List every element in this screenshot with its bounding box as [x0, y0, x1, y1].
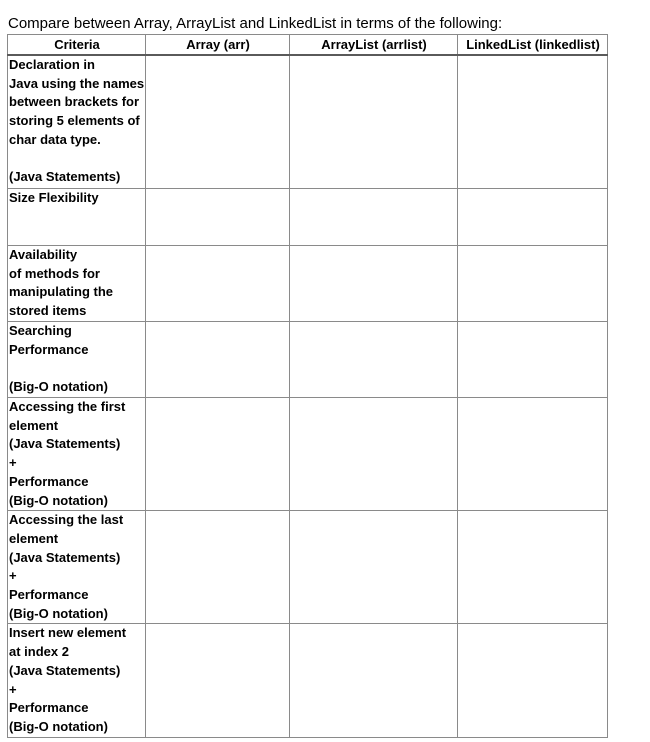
table-row [8, 246, 608, 322]
table-row [8, 398, 608, 511]
criteria-line: between brackets for [9, 94, 140, 110]
criteria-cell [8, 511, 146, 624]
array-answer-cell[interactable] [146, 398, 290, 511]
criteria-line: + [9, 568, 17, 584]
arraylist-answer-cell[interactable] [290, 398, 458, 511]
criteria-line: Availability [9, 247, 78, 262]
arraylist-answer-cell[interactable] [290, 322, 458, 398]
criteria-line [9, 150, 145, 169]
criteria-line: Performance [9, 341, 89, 357]
table-row [8, 624, 608, 737]
linkedlist-answer-cell[interactable] [458, 189, 608, 246]
criteria-line: Performance [9, 587, 89, 603]
criteria-line: Declaration in [9, 57, 95, 72]
criteria-line: at index 2 [9, 644, 69, 660]
linkedlist-answer-cell[interactable] [458, 398, 608, 511]
criteria-line: Searching [9, 323, 72, 338]
criteria-line: (Big-O notation) [9, 492, 108, 508]
arraylist-answer-cell[interactable] [290, 511, 458, 624]
criteria-line: storing 5 elements of [9, 113, 140, 129]
criteria-line: + [9, 681, 17, 697]
criteria-line: Java using the names [9, 75, 145, 91]
criteria-cell [8, 189, 146, 246]
criteria-line: (Java Statements) [9, 169, 121, 185]
table-row [8, 55, 608, 189]
linkedlist-answer-cell[interactable] [458, 511, 608, 624]
criteria-line: of methods for [9, 265, 100, 281]
criteria-line: (Java Statements) [9, 549, 121, 565]
criteria-line: (Big-O notation) [9, 379, 108, 395]
table-row [8, 189, 608, 246]
arraylist-answer-cell[interactable] [290, 624, 458, 737]
criteria-line: element [9, 530, 59, 546]
linkedlist-answer-cell[interactable] [458, 55, 608, 189]
criteria-line: stored items [9, 303, 87, 319]
criteria-line: (Big-O notation) [9, 718, 108, 734]
array-answer-cell[interactable] [146, 511, 290, 624]
header-arraylist: ArrayList (arrlist) [290, 35, 458, 56]
arraylist-answer-cell[interactable] [290, 189, 458, 246]
linkedlist-answer-cell[interactable] [458, 322, 608, 398]
criteria-line: Performance [9, 473, 89, 489]
array-answer-cell[interactable] [146, 55, 290, 189]
array-answer-cell[interactable] [146, 246, 290, 322]
table-row [8, 511, 608, 624]
criteria-cell [8, 246, 146, 322]
arraylist-answer-cell[interactable] [290, 55, 458, 189]
criteria-line: Insert new element [9, 625, 127, 641]
header-linkedlist: LinkedList (linkedlist) [458, 35, 608, 56]
header-array: Array (arr) [146, 35, 290, 56]
criteria-line: char data type. [9, 131, 101, 147]
criteria-line: Performance [9, 700, 89, 716]
criteria-line: Accessing the first [9, 399, 126, 414]
header-criteria: Criteria [8, 35, 146, 56]
linkedlist-answer-cell[interactable] [458, 246, 608, 322]
criteria-line: manipulating the [9, 284, 113, 300]
criteria-line [9, 359, 145, 378]
criteria-line: element [9, 417, 59, 433]
criteria-line: (Java Statements) [9, 662, 121, 678]
criteria-cell [8, 322, 146, 398]
criteria-cell [8, 55, 146, 189]
criteria-line: Size Flexibility [9, 190, 99, 205]
criteria-line: + [9, 455, 17, 471]
comparison-table [7, 34, 608, 738]
arraylist-answer-cell[interactable] [290, 246, 458, 322]
criteria-cell [8, 398, 146, 511]
criteria-cell [8, 624, 146, 737]
criteria-line: Accessing the last [9, 512, 124, 528]
array-answer-cell[interactable] [146, 189, 290, 246]
document-title: Compare between Array, ArrayList and LinkedList in terms of the following: [8, 15, 503, 32]
table-row [8, 322, 608, 398]
array-answer-cell[interactable] [146, 624, 290, 737]
criteria-line: (Big-O notation) [9, 605, 108, 621]
criteria-line: (Java Statements) [9, 436, 121, 452]
array-answer-cell[interactable] [146, 322, 290, 398]
linkedlist-answer-cell[interactable] [458, 624, 608, 737]
header-row [8, 35, 608, 56]
